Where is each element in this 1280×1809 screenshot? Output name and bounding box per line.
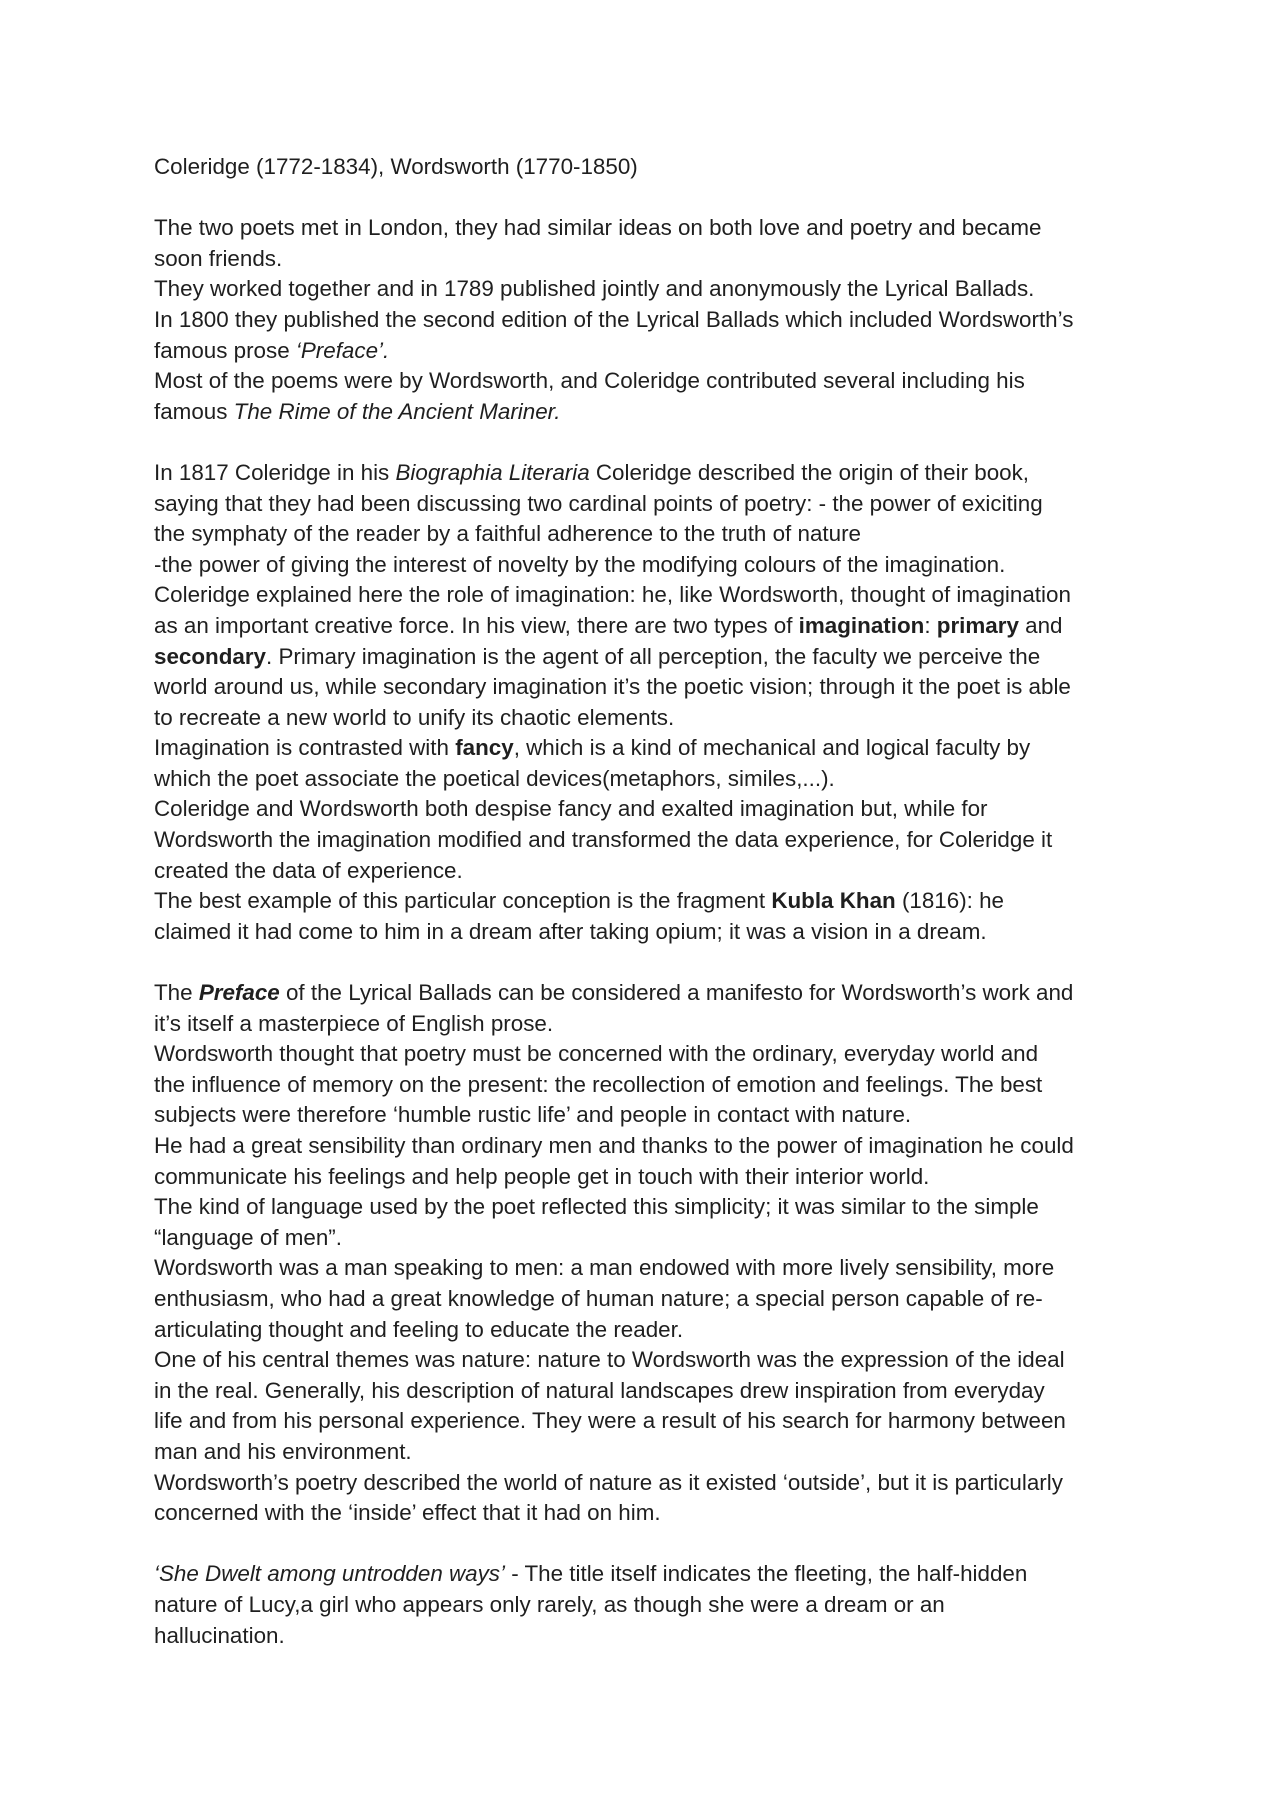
text-line (154, 1559, 1139, 1590)
text-line (154, 336, 1139, 367)
bold-primary: primary (936, 612, 1019, 638)
text-line: articulating thought and feeling to educate the reader. (154, 1316, 684, 1342)
italic-poem-title: ‘She Dwelt among untrodden ways’ (154, 1561, 505, 1587)
text-run: - The title itself indicates the fleeting, the half-hidden (504, 1561, 1028, 1587)
text-line (154, 611, 1139, 642)
text-run: of the Lyrical Ballads can be considered a manifesto for Wordsworth’s work and (279, 980, 1074, 1006)
text-line (154, 886, 1139, 917)
italic-preface: ‘Preface’. (295, 337, 390, 363)
bold-fancy: fancy (455, 735, 514, 761)
paragraph-gap (154, 427, 1139, 458)
text-run: . Primary imagination is the agent of all perception, the faculty we perceive the (266, 643, 1041, 669)
text-run: and (1018, 612, 1063, 638)
text-run: The best example of this particular conception is the fragment (154, 888, 772, 914)
paragraph-she-dwelt (154, 1559, 1139, 1651)
text-line: Wordsworth the imagination modified and transformed the data experience, for Coleridge it (154, 827, 1053, 853)
text-line: man and his environment. (154, 1438, 412, 1464)
text-line: life and from his personal experience. They were a result of his search for harmony between (154, 1408, 1066, 1434)
text-run: famous prose (154, 337, 296, 363)
paragraph-preface (154, 978, 1139, 1529)
text-line: the symphaty of the reader by a faithful adherence to the truth of nature (154, 521, 861, 547)
italic-biographia-title: Biographia Literaria (395, 459, 590, 485)
text-line: Wordsworth was a man speaking to men: a man endowed with more lively sensibility, more (154, 1255, 1055, 1281)
text-line: in the real. Generally, his description of natural landscapes drew inspiration from everyday (154, 1377, 1045, 1403)
text-line: Coleridge and Wordsworth both despise fancy and exalted imagination but, while for (154, 796, 988, 822)
paragraph-gap (154, 1529, 1139, 1560)
text-line (154, 978, 1139, 1009)
paragraph-gap (154, 947, 1139, 978)
text-line: soon friends. (154, 245, 283, 271)
text-line: He had a great sensibility than ordinary men and thanks to the power of imagination he could (154, 1133, 1074, 1158)
text-line: -the power of giving the interest of novelty by the modifying colours of the imagination. (154, 551, 1006, 577)
text-line: Coleridge explained here the role of imagination: he, like Wordsworth, thought of imagination (154, 582, 1071, 608)
bold-kubla-khan: Kubla Khan (771, 888, 896, 914)
paragraph-biographia (154, 458, 1139, 948)
text-run: : (924, 612, 937, 638)
text-run: as an important creative force. In his view, there are two types of (154, 612, 799, 638)
paragraph-gap (154, 183, 1139, 214)
text-line: The kind of language used by the poet reflected this simplicity; it was similar to the simple (154, 1194, 1039, 1220)
text-line (154, 397, 1139, 428)
text-line: created the data of experience. (154, 857, 463, 883)
text-run: Coleridge described the origin of their book, (589, 459, 1030, 485)
text-line: nature of Lucy,a girl who appears only rarely, as though she were a dream or an (154, 1591, 945, 1617)
text-line: it’s itself a masterpiece of English prose. (154, 1010, 554, 1036)
text-line: Wordsworth’s poetry described the world of nature as it existed ‘outside’, but it is particularly (154, 1469, 1063, 1495)
text-line: saying that they had been discussing two cardinal points of poetry: - the power of exiciting (154, 490, 1043, 516)
text-line: world around us, while secondary imagination it’s the poetic vision; through it the poet is able (154, 674, 1071, 700)
text-run: In 1817 Coleridge in his (154, 459, 396, 485)
paragraph-poets-meeting (154, 213, 1139, 427)
text-line: hallucination. (154, 1622, 285, 1648)
text-line: enthusiasm, who had a great knowledge of human nature; a special person capable of re- (154, 1285, 1043, 1311)
bold-italic-preface: Preface (198, 980, 280, 1006)
text-line (154, 642, 1139, 673)
text-line (154, 458, 1139, 489)
text-run: , which is a kind of mechanical and logical faculty by (513, 735, 1031, 761)
document-page (154, 152, 1139, 1651)
text-run: famous (154, 398, 234, 424)
text-line: concerned with the ‘inside’ effect that it had on him. (154, 1500, 661, 1526)
text-line: One of his central themes was nature: nature to Wordsworth was the expression of the ideal (154, 1347, 1065, 1373)
text-line: The two poets met in London, they had similar ideas on both love and poetry and became (154, 215, 1042, 241)
text-line: Wordsworth thought that poetry must be concerned with the ordinary, everyday world and (154, 1041, 1039, 1067)
text-line: to recreate a new world to unify its chaotic elements. (154, 704, 675, 730)
text-line: which the poet associate the poetical devices(metaphors, similes,...). (154, 765, 835, 791)
text-line: Most of the poems were by Wordsworth, and Coleridge contributed several including his (154, 368, 1025, 394)
italic-rime-title: The Rime of the Ancient Mariner. (233, 398, 561, 424)
text-line: communicate his feelings and help people get in touch with their interior world. (154, 1163, 930, 1189)
bold-secondary: secondary (154, 643, 267, 669)
document-heading: Coleridge (1772-1834), Wordsworth (1770-1850) (154, 154, 638, 179)
text-line: the influence of memory on the present: the recollection of emotion and feelings. The best (154, 1071, 1043, 1097)
text-line: claimed it had come to him in a dream after taking opium; it was a vision in a dream. (154, 918, 987, 944)
text-run: The (154, 980, 199, 1006)
text-line: In 1800 they published the second edition of the Lyrical Ballads which included Wordsworth’s (154, 306, 1074, 332)
text-run: (1816): he (895, 888, 1005, 914)
text-line: subjects were therefore ‘humble rustic life’ and people in contact with nature. (154, 1102, 912, 1128)
text-run: Imagination is contrasted with (154, 735, 456, 761)
bold-imagination: imagination (798, 612, 925, 638)
text-line: They worked together and in 1789 published jointly and anonymously the Lyrical Ballads. (154, 276, 1035, 302)
text-line: “language of men”. (154, 1224, 342, 1250)
text-line (154, 733, 1139, 764)
